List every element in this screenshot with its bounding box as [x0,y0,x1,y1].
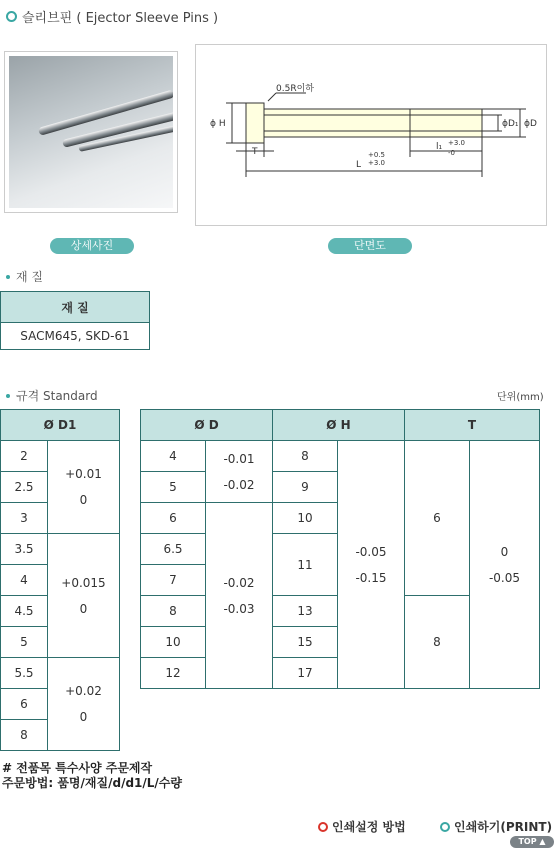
drawing-label: 단면도 [328,238,412,254]
material-value: SACM645, SKD-61 [1,323,150,350]
h-cell: 8 [273,441,338,472]
d1-label: ɸD₁ [502,119,519,129]
t-label: T [252,147,258,157]
d-cell: 10 [141,627,206,658]
h-header: Ø H [273,410,405,441]
d1-tol: +0.015 0 [48,534,120,658]
spec-section-title: 규격 Standard [6,387,98,404]
circle-bullet-icon [6,11,17,22]
d1-cell: 2 [1,441,48,472]
h-cell: 13 [273,596,338,627]
l1-label: l₁ [436,142,443,152]
h-cell: 10 [273,503,338,534]
l1-tol-plus: +3.0 [448,139,465,147]
d-header: Ø D [141,410,273,441]
circle-bullet-icon [318,822,328,832]
l-tol-plus: +0.5 [368,151,385,159]
material-header: 재 질 [1,292,150,323]
d1-tol: +0.01 0 [48,441,120,534]
product-photo [9,56,173,208]
print-link[interactable]: 인쇄하기(PRINT) [440,818,552,835]
print-setup-link[interactable]: 인쇄설정 방법 [318,818,406,835]
h-tol: -0.05 -0.15 [338,441,405,689]
h-cell: 9 [273,472,338,503]
material-table [0,291,150,350]
page-title-text: 슬리브핀 ( Ejector Sleeve Pins ) [22,11,219,26]
product-photo-frame [4,51,178,213]
d1-cell: 6 [1,689,48,720]
d-cell: 12 [141,658,206,689]
material-section-title: 재 질 [6,268,43,285]
d1-cell: 3.5 [1,534,48,565]
note-line: # 전품목 특수사양 주문제작 [2,761,153,775]
t-cell: 8 [405,596,470,689]
d-cell: 7 [141,565,206,596]
bullet-icon [6,275,10,279]
bullet-icon [6,394,10,398]
d-cell: 8 [141,596,206,627]
h-cell: 11 [273,534,338,596]
unit-label: 단위(mm) [497,392,544,403]
top-button[interactable]: TOP ▲ [510,836,554,848]
d-cell: 6.5 [141,534,206,565]
fillet-note: 0.5R이하 [276,84,314,94]
order-notes [2,761,182,791]
circle-bullet-icon [440,822,450,832]
d-tol: -0.02 -0.03 [206,503,273,689]
d1-tol: +0.02 0 [48,658,120,751]
d-tol: -0.01 -0.02 [206,441,273,503]
note-line: 주문방법: 품명/재질/d/d1/L/수량 [2,776,182,790]
h-cell: 15 [273,627,338,658]
d1-cell: 2.5 [1,472,48,503]
t-header: T [405,410,540,441]
l-tol-minus: +3.0 [368,159,385,167]
d1-cell: 8 [1,720,48,751]
t-cell: 6 [405,441,470,596]
d1-cell: 4.5 [1,596,48,627]
d1-table [0,409,120,751]
d1-cell: 5 [1,627,48,658]
h-label: ɸ H [210,119,226,129]
drawing-svg [196,45,546,225]
l1-tol-minus: -0 [448,149,455,157]
d1-header: Ø D1 [1,410,120,441]
d-cell: 5 [141,472,206,503]
photo-label: 상세사진 [50,238,134,254]
cross-section-drawing [195,44,547,226]
d1-cell: 4 [1,565,48,596]
h-cell: 17 [273,658,338,689]
d1-cell: 3 [1,503,48,534]
d-label: ɸD [524,119,537,129]
d-cell: 4 [141,441,206,472]
d1-cell: 5.5 [1,658,48,689]
t-tol: 0 -0.05 [470,441,540,689]
d-cell: 6 [141,503,206,534]
l-label: L [356,160,362,170]
page-title [6,7,218,26]
d-h-t-table [140,409,540,689]
